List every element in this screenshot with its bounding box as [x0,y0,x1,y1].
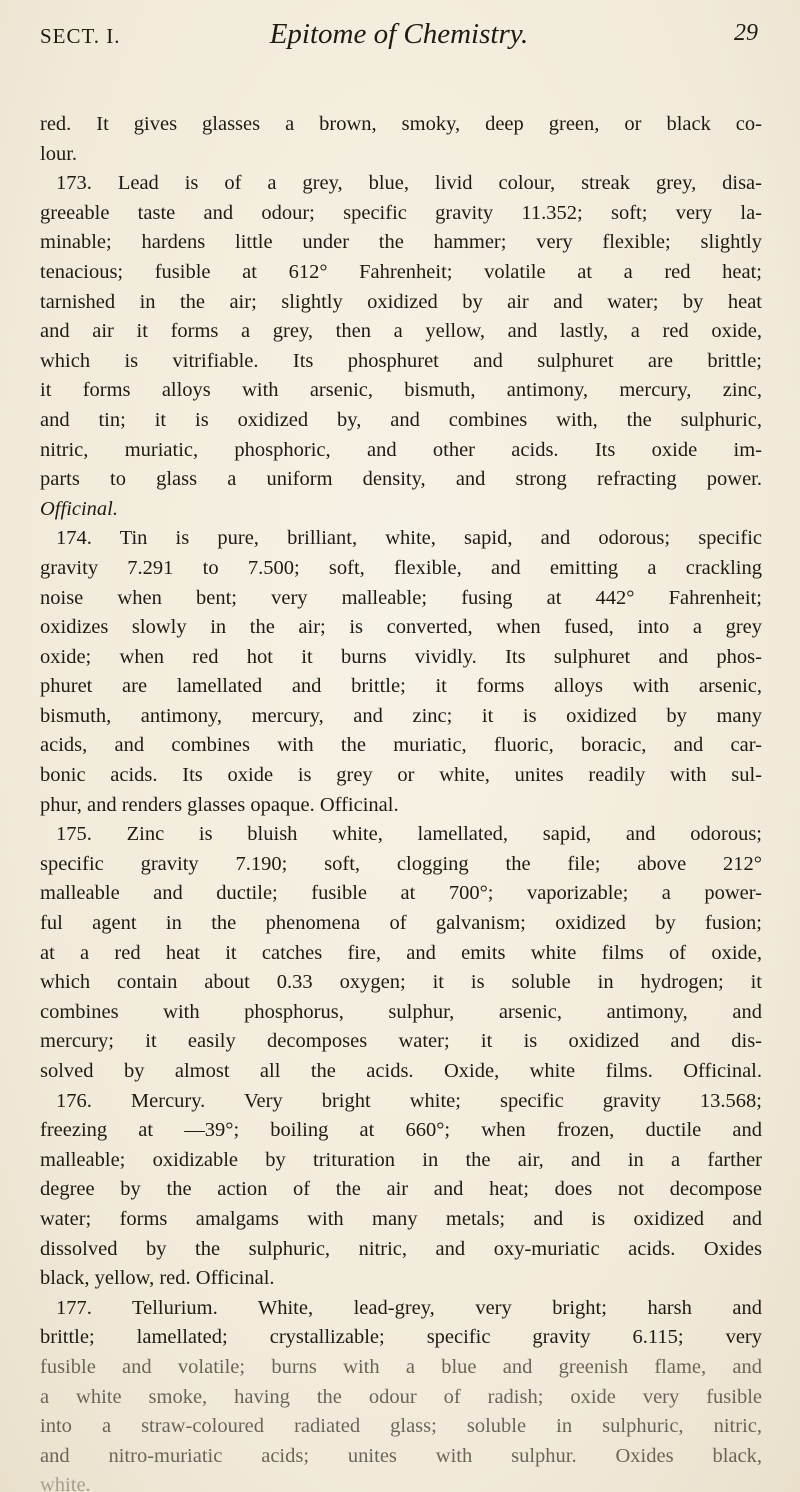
text-line: phuret are lamellated and brittle; it forms alloys with arsenic, [40,675,762,698]
text-line: gravity 7.291 to 7.500; soft, flexible, and emitting a crackling [40,556,762,579]
text-line: oxidizes slowly in the air; is converted, when fused, into a grey [40,616,762,639]
text-line: 176. Mercury. Very bright white; specific gravity 13.568; [56,1089,762,1112]
text-line: bonic acids. Its oxide is grey or white, unites readily with sul- [40,764,762,787]
text-line: mercury; it easily decomposes water; it is oxidized and dis- [40,1030,762,1053]
text-line: oxide; when red hot it burns vividly. Its sulphuret and phos- [40,645,762,668]
text-line: acids, and combines with the muriatic, fluoric, boracic, and car- [40,734,762,757]
text-line: freezing at —39°; boiling at 660°; when frozen, ductile and [40,1119,762,1142]
text-line: greeable taste and odour; specific gravity 11.352; soft; very la- [40,201,762,224]
text-line: specific gravity 7.190; soft, clogging the file; above 212° [40,852,762,875]
text-line: lour. [40,142,78,165]
text-line: solved by almost all the acids. Oxide, white films. Officinal. [40,1060,762,1082]
text-line: 177. Tellurium. White, lead-grey, very bright; harsh and [56,1296,762,1319]
text-line: tenacious; fusible at 612° Fahrenheit; volatile at a red heat; [40,260,762,283]
page-number: 29 [734,20,758,46]
text-line: 174. Tin is pure, brilliant, white, sapid, and odorous; specific [56,527,762,550]
text-line: and nitro-muriatic acids; unites with sulphur. Oxides black, [40,1444,762,1467]
text-line: which contain about 0.33 oxygen; it is soluble in hydrogen; it [40,971,762,994]
text-line: water; forms amalgams with many metals; and is oxidized and [40,1207,762,1230]
text-line: which is vitrifiable. Its phosphuret and sulphuret are brittle; [40,349,762,372]
text-line: degree by the action of the air and heat; does not decompose [40,1178,762,1201]
text-line: it forms alloys with arsenic, bismuth, antimony, mercury, zinc, [40,379,762,402]
text-line: phur, and renders glasses opaque. Officinal. [40,793,399,816]
body-text [40,110,762,1492]
text-line: fusible and volatile; burns with a blue and greenish flame, and [40,1355,762,1378]
text-line: and air it forms a grey, then a yellow, and lastly, a red oxide, [40,320,762,343]
text-line: malleable and ductile; fusible at 700°; vaporizable; a power- [40,882,762,905]
text-line: into a straw-coloured radiated glass; soluble in sulphuric, nitric, [40,1415,762,1438]
text-line: a white smoke, having the odour of radish; oxide very fusible [40,1385,762,1408]
text-line: 173. Lead is of a grey, blue, livid colour, streak grey, disa- [56,172,762,195]
text-line: tarnished in the air; slightly oxidized by air and water; by heat [40,290,762,313]
text-line: and tin; it is oxidized by, and combines with, the sulphuric, [40,408,762,431]
text-line: malleable; oxidizable by trituration in the air, and in a farther [40,1148,762,1171]
text-line: parts to glass a uniform density, and strong refracting power. [40,468,762,491]
section-label: SECT. I. [40,24,121,48]
text-line: white. [40,1474,91,1492]
text-line: dissolved by the sulphuric, nitric, and oxy-muriatic acids. Oxides [40,1237,762,1260]
running-header [40,14,758,54]
text-line: bismuth, antimony, mercury, and zinc; it is oxidized by many [40,704,762,727]
text-line: 175. Zinc is bluish white, lamellated, sapid, and odorous; [56,823,762,846]
text-line: brittle; lamellated; crystallizable; specific gravity 6.115; very [40,1326,762,1349]
text-line: Officinal. [40,497,119,520]
text-line: at a red heat it catches fire, and emits white films of oxide, [40,941,762,964]
text-line: red. It gives glasses a brown, smoky, deep green, or black co- [40,113,762,135]
text-line: minable; hardens little under the hammer; very flexible; slightly [40,231,762,254]
text-line: noise when bent; very malleable; fusing at 442° Fahrenheit; [40,586,762,609]
text-line: combines with phosphorus, sulphur, arsenic, antimony, and [40,1000,762,1023]
text-line: ful agent in the phenomena of galvanism; oxidized by fusion; [40,912,762,935]
page-title: Epitome of Chemistry. [269,18,529,50]
text-line: black, yellow, red. Officinal. [40,1267,275,1290]
text-line: nitric, muriatic, phosphoric, and other acids. Its oxide im- [40,438,762,461]
